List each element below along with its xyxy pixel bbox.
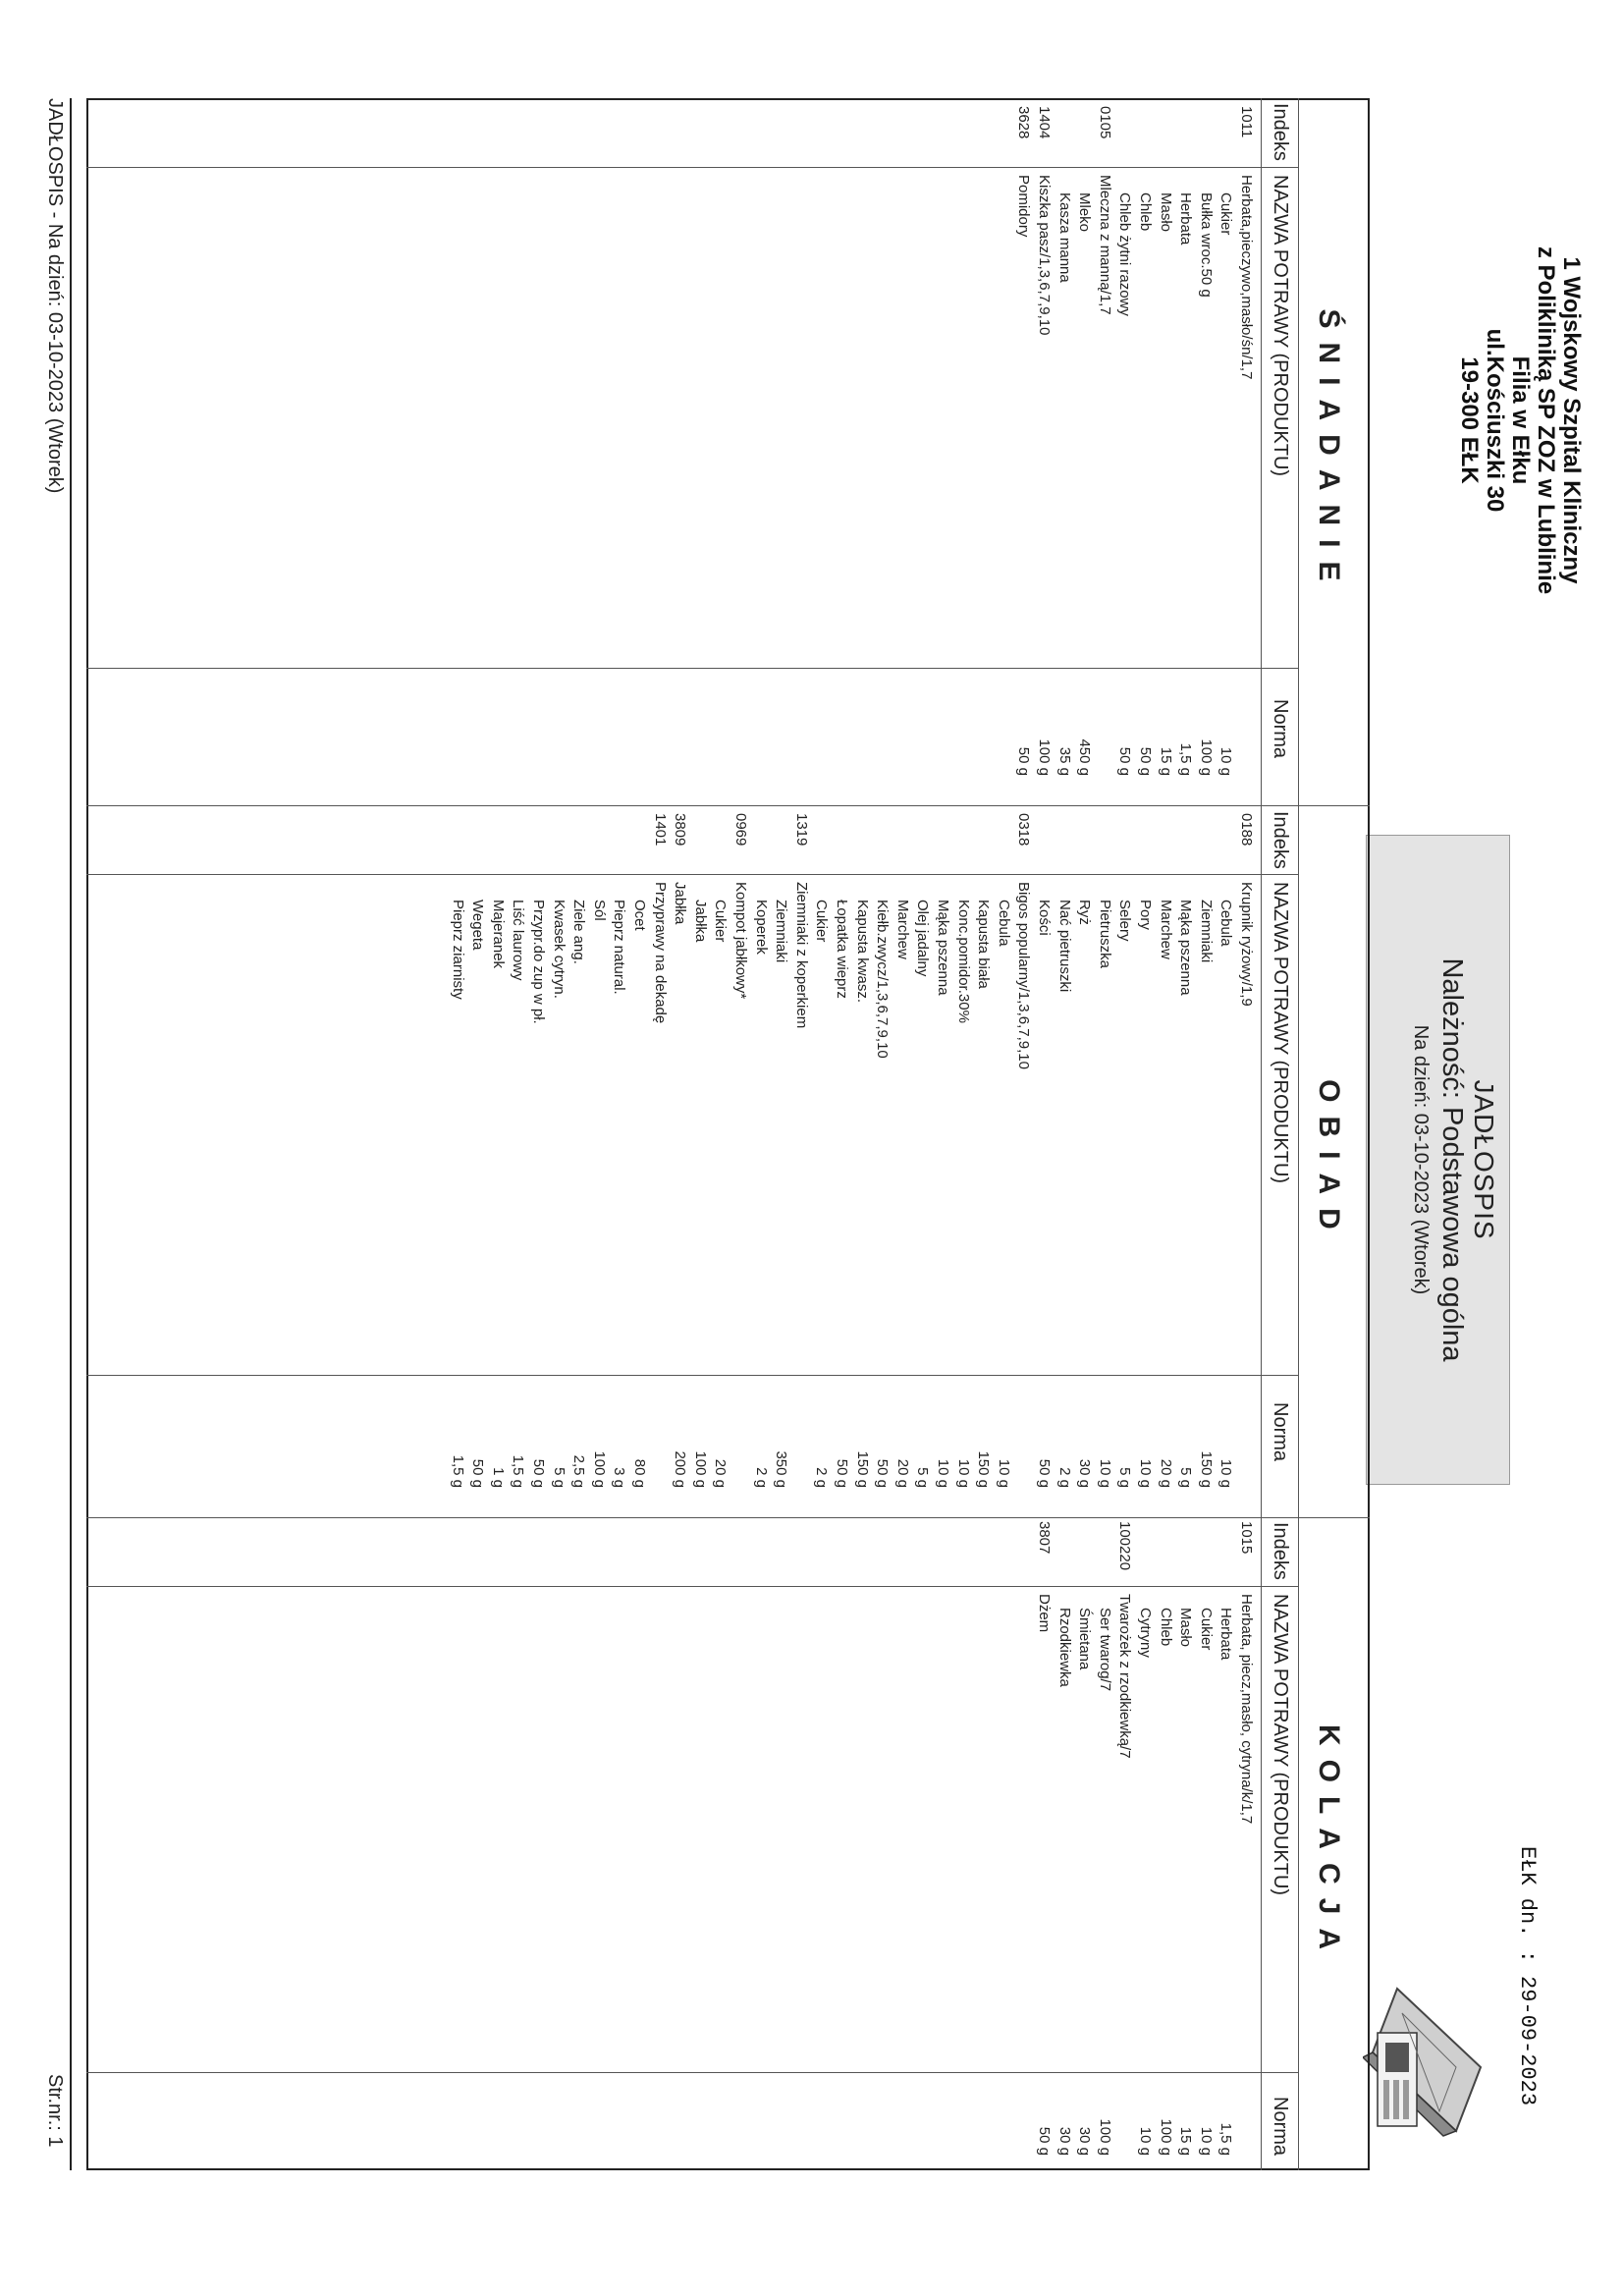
row-name: Łopatka wieprz [834, 900, 850, 999]
row-norm: 50 g [1036, 1458, 1053, 1488]
row-norm: 10 g [954, 1458, 972, 1488]
row-index: 100220 [1116, 1521, 1134, 1571]
row-norm: 5 g [550, 1467, 568, 1488]
table-row [811, 805, 831, 1512]
footer-label: JADŁOSPIS - Na dzień: 03-10-2023 (Wtorek) [44, 98, 66, 494]
row-name: Chleb żytni razowy [1116, 192, 1134, 316]
row-name: Masło [1157, 192, 1174, 233]
table-row [1135, 1517, 1155, 2224]
table-row [852, 805, 872, 1512]
table-row [710, 805, 730, 1512]
obiad-header-index: Indeks [1270, 811, 1291, 869]
row-norm: 15 g [1157, 746, 1174, 776]
row-norm: 20 g [893, 1458, 911, 1488]
row-name: Mąka pszenna [1177, 900, 1195, 996]
row-index: 3628 [1015, 106, 1033, 139]
row-norm: 100 g [1096, 2118, 1113, 2156]
section-title-kolacja: KOLACJA [1313, 1723, 1345, 1963]
table-row [1135, 805, 1155, 1512]
row-norm: 5 g [1177, 1467, 1195, 1488]
row-norm: 10 g [1096, 1458, 1113, 1488]
row-name: Olej jadalny [914, 900, 932, 977]
row-name: Pieprz ziarnisty [449, 900, 466, 1000]
row-norm: 80 g [631, 1458, 648, 1488]
row-norm: 35 g [1055, 746, 1073, 776]
row-name: Masło [1177, 1608, 1195, 1648]
row-norm: 10 g [1217, 1458, 1235, 1488]
table-row [1175, 805, 1195, 1512]
table-row [1216, 805, 1235, 1512]
table-row [1156, 98, 1175, 805]
row-index: 0105 [1096, 106, 1113, 139]
row-name: Kiełb.zwycz/1,3,6,7,9,10 [874, 900, 892, 1059]
row-name: Sól [590, 900, 608, 921]
table-row [893, 805, 912, 1512]
row-name: Marchew [893, 900, 911, 959]
table-row [832, 805, 851, 1512]
row-name: Śmietana [1076, 1608, 1094, 1670]
row-name: Pieprz natural. [611, 900, 628, 995]
table-row [1196, 805, 1216, 1512]
table-row [1095, 805, 1114, 1512]
row-index: 3807 [1036, 1521, 1053, 1555]
row-name: Cytryny [1137, 1608, 1154, 1658]
row-name: Rzodkiewka [1055, 1608, 1073, 1687]
row-name: Pomidory [1015, 175, 1033, 238]
row-name: Herbata [1177, 192, 1195, 246]
table-row [508, 805, 527, 1512]
table-row [1175, 1517, 1195, 2224]
row-name: Chleb [1137, 192, 1154, 232]
table-row [650, 805, 670, 1512]
table-row [1114, 1517, 1134, 2224]
row-norm: 1,5 g [510, 1454, 527, 1488]
row-name: Kwasek cytryn. [550, 900, 568, 999]
institution-line-1: 1 Wojskowy Szpital Kliniczny [1558, 256, 1585, 584]
institution-line-2: z Polikliniką SP ZOZ w Lublinie [1533, 246, 1559, 595]
row-norm: 200 g [672, 1450, 689, 1488]
row-name: Jabłka [672, 882, 689, 925]
row-index: 1015 [1238, 1521, 1255, 1555]
kolacja-header-index: Indeks [1270, 1522, 1291, 1580]
kolacja-header-name: NAZWA POTRAWY (PRODUKTU) [1270, 1594, 1291, 1896]
sniadanie-header-name: NAZWA POTRAWY (PRODUKTU) [1270, 175, 1291, 477]
row-norm: 150 g [853, 1450, 871, 1488]
institution-line-3: Filia w Ełku [1507, 355, 1534, 485]
row-norm: 100 g [1157, 2118, 1174, 2156]
table-row [1074, 98, 1094, 805]
row-norm: 20 g [712, 1458, 730, 1488]
row-norm: 50 g [530, 1458, 547, 1488]
row-name: Cebula [1217, 900, 1235, 947]
table-row [467, 805, 487, 1512]
table-row [1156, 1517, 1175, 2224]
row-norm: 5 g [1116, 1467, 1134, 1488]
table-row [528, 805, 548, 1512]
table-row [771, 805, 790, 1512]
table-row [1013, 98, 1033, 805]
table-row [448, 805, 467, 1512]
row-norm: 2,5 g [570, 1454, 588, 1488]
document-date-line: Na dzień: 03-10-2023 (Wtorek) [1410, 1024, 1432, 1295]
title-row-divider [1298, 98, 1299, 2170]
table-row [1156, 805, 1175, 1512]
row-name: Ziemniaki z koperkiem [792, 882, 810, 1029]
row-name: Ziemniaki [773, 900, 790, 963]
institution-line-5: 19-300 EŁK [1456, 356, 1483, 484]
row-norm: 2 g [1055, 1467, 1073, 1488]
row-norm: 1,5 g [449, 1454, 466, 1488]
table-row [933, 805, 952, 1512]
table-row [629, 805, 649, 1512]
row-index: 0318 [1015, 813, 1033, 847]
row-norm: 10 g [1137, 2126, 1154, 2156]
row-norm: 50 g [1015, 746, 1033, 776]
table-row [1236, 805, 1256, 1512]
row-norm: 50 g [834, 1458, 850, 1488]
row-name: Herbata,pieczywo,masło/śn/1,7 [1238, 175, 1255, 380]
table-row [549, 805, 568, 1512]
row-name: Cukier [1217, 192, 1235, 236]
table-row [1013, 805, 1033, 1512]
row-index: 3809 [672, 813, 689, 847]
row-norm: 2 g [813, 1467, 831, 1488]
table-row [1034, 98, 1054, 805]
row-name: Ryż [1076, 900, 1094, 925]
row-name: Cukier [712, 900, 730, 943]
table-row [670, 805, 689, 1512]
row-name: Liść laurowy [510, 900, 527, 981]
row-name: Cukier [813, 900, 831, 943]
table-row [1236, 98, 1256, 805]
table-row [953, 805, 973, 1512]
row-norm: 2 g [752, 1467, 770, 1488]
obiad-header-name: NAZWA POTRAWY (PRODUKTU) [1270, 882, 1291, 1184]
row-name: Kości [1036, 900, 1053, 936]
row-norm: 1,5 g [1177, 742, 1195, 776]
row-norm: 100 g [590, 1450, 608, 1488]
table-row [1095, 1517, 1114, 2224]
table-row [568, 805, 588, 1512]
table-row [872, 805, 892, 1512]
table-row [1074, 1517, 1094, 2224]
row-norm: 100 g [1197, 738, 1215, 776]
row-norm: 50 g [1036, 2126, 1053, 2156]
row-name: Kompot jabłkowy* [732, 882, 749, 1000]
row-norm: 10 g [935, 1458, 951, 1488]
row-name: Wegeta [469, 900, 487, 951]
row-norm: 5 g [914, 1467, 932, 1488]
footer-rule [70, 98, 72, 2170]
printer-logo-icon [1363, 1974, 1500, 2146]
table-row [1114, 805, 1134, 1512]
document-subtitle: Należność: Podstawowa ogólna [1436, 957, 1468, 1362]
row-name: Ziele ang. [570, 900, 588, 964]
document-title: JADŁOSPIS [1469, 1079, 1499, 1240]
row-name: Ziemniaki [1197, 900, 1215, 963]
table-row [1055, 805, 1074, 1512]
row-name: Kapusta kwasz. [853, 900, 871, 1004]
table-row [912, 805, 932, 1512]
row-index: 1319 [792, 813, 810, 847]
page-number: Str.nr.: 1 [44, 2074, 66, 2148]
row-norm: 10 g [1197, 2126, 1215, 2156]
table-row [1216, 98, 1235, 805]
row-norm: 350 g [773, 1450, 790, 1488]
row-name: Selery [1116, 900, 1134, 942]
row-name: Mąka pszenna [935, 900, 951, 996]
row-name: Twarożek z rzodkiewką/7 [1116, 1594, 1134, 1759]
row-norm: 20 g [1157, 1458, 1174, 1488]
print-date: EŁK dn. : 29-09-2023 [1515, 1846, 1540, 2106]
row-norm: 50 g [1137, 746, 1154, 776]
table-row [1196, 1517, 1216, 2224]
row-name: Cukier [1197, 1608, 1215, 1651]
row-name: Bigos popularny/1,3,6,7,9,10 [1015, 882, 1033, 1069]
table-row [1055, 98, 1074, 805]
row-name: Kapusta biała [975, 900, 993, 989]
row-norm: 100 g [1036, 738, 1053, 776]
row-norm: 450 g [1076, 738, 1094, 776]
row-norm: 150 g [1197, 1450, 1215, 1488]
table-row [730, 805, 750, 1512]
row-name: Herbata, piecz,masło, cytryna/k/1,7 [1238, 1594, 1255, 1825]
row-norm: 50 g [874, 1458, 892, 1488]
row-index: 1011 [1238, 106, 1255, 138]
row-norm: 10 g [1137, 1458, 1154, 1488]
table-row [609, 805, 628, 1512]
table-row [1175, 98, 1195, 805]
row-name: Przyprawy na dekadę [651, 882, 669, 1024]
row-index: 1404 [1036, 106, 1053, 139]
row-name: Nać pietruszki [1055, 900, 1073, 993]
row-norm: 30 g [1076, 2126, 1094, 2156]
table-row [1074, 805, 1094, 1512]
table-row [751, 805, 771, 1512]
table-row [1034, 1517, 1054, 2224]
kolacja-header-norm: Norma [1270, 2097, 1291, 2157]
institution-header [1456, 155, 1584, 685]
row-norm: 30 g [1055, 2126, 1073, 2156]
table-row [1114, 98, 1134, 805]
table-row [1034, 805, 1054, 1512]
row-norm: 10 g [1217, 746, 1235, 776]
sniadanie-header-norm: Norma [1270, 699, 1291, 759]
row-name: Konc.pomidor.30% [954, 900, 972, 1023]
row-norm: 100 g [691, 1450, 709, 1488]
row-name: Herbata [1217, 1608, 1235, 1661]
row-norm: 50 g [469, 1458, 487, 1488]
row-name: Koperek [752, 900, 770, 955]
row-norm: 50 g [1116, 746, 1134, 776]
table-row [1216, 1517, 1235, 2224]
row-name: Dżem [1036, 1594, 1053, 1633]
obiad-header-norm: Norma [1270, 1402, 1291, 1462]
table-row [589, 805, 609, 1512]
table-row [1196, 98, 1216, 805]
row-norm: 10 g [995, 1458, 1012, 1488]
row-norm: 3 g [611, 1467, 628, 1488]
row-name: Jabłka [691, 900, 709, 943]
table-row [973, 805, 993, 1512]
table-row [488, 805, 508, 1512]
row-norm: 15 g [1177, 2126, 1195, 2156]
table-row [1055, 1517, 1074, 2224]
table-row [690, 805, 710, 1512]
title-box [1366, 835, 1510, 1485]
row-name: Przypr.do zup w pł. [530, 900, 547, 1024]
table-row [1095, 98, 1114, 805]
table-row [1236, 1517, 1256, 2224]
row-name: Mleko [1076, 192, 1094, 233]
header-row-divider [1261, 98, 1262, 2170]
row-norm: 1 g [489, 1467, 507, 1488]
row-name: Mleczna z manną/1,7 [1096, 175, 1113, 315]
table-row [994, 805, 1013, 1512]
table-row [791, 805, 811, 1512]
row-name: Cebula [995, 900, 1012, 947]
row-name: Krupnik ryżowy/1,9 [1238, 882, 1255, 1007]
row-name: Marchew [1157, 900, 1174, 959]
row-name: Pory [1137, 900, 1154, 930]
row-name: Kiszka pasz/1,3,6,7,9,10 [1036, 175, 1053, 336]
row-norm: 30 g [1076, 1458, 1094, 1488]
row-index: 0188 [1238, 813, 1255, 847]
row-name: Chleb [1157, 1608, 1174, 1647]
row-norm: 150 g [975, 1450, 993, 1488]
row-name: Bułka wroc.50 g [1197, 192, 1215, 298]
institution-line-4: ul.Kościuszki 30 [1482, 328, 1508, 513]
row-index: 0969 [732, 813, 749, 847]
row-name: Pietruszka [1096, 900, 1113, 969]
sniadanie-header-index: Indeks [1270, 103, 1291, 161]
row-name: Ocet [631, 900, 648, 931]
section-title-sniadanie: ŚNIADANIE [1313, 308, 1345, 595]
row-name: Kasza manna [1055, 192, 1073, 283]
row-index: 1401 [651, 813, 669, 847]
row-name: Ser twarog/7 [1096, 1608, 1113, 1692]
section-title-obiad: OBIAD [1313, 1079, 1345, 1243]
table-row [1135, 98, 1155, 805]
row-norm: 1,5 g [1217, 2122, 1235, 2156]
row-name: Majeranek [489, 900, 507, 969]
